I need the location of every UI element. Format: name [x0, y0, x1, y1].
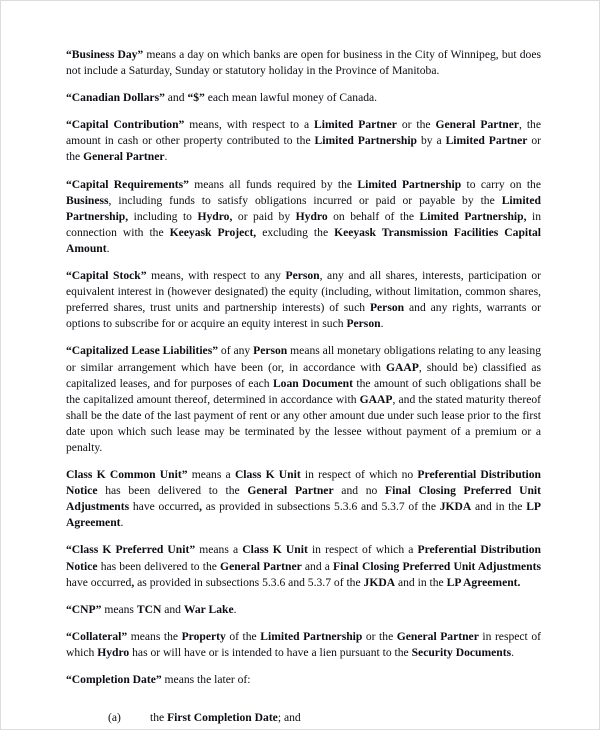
definition-paragraph-capital-contribution	[66, 117, 541, 165]
body-text: the	[150, 711, 168, 725]
body-text: each mean lawful money of Canada.	[204, 91, 378, 105]
body-text: of any	[218, 344, 254, 358]
body-text: and no	[333, 484, 386, 498]
body-text: , and the stated maturity thereof shall be the date of the last payment of rent or any other amount due under such lease prior to the first date upon which such lease may be terminated by the lessee without payment of a premium or a penalty.	[66, 392, 541, 454]
body-text: including to	[128, 209, 198, 223]
defined-term: Class K Common Unit”	[66, 468, 188, 482]
body-text: of the	[225, 629, 261, 643]
body-text: .	[380, 317, 384, 331]
body-text: means, with respect to any	[146, 269, 286, 283]
defined-term: “$”	[187, 91, 205, 105]
body-text: means all funds required by the	[188, 177, 358, 191]
body-text: ; and	[277, 711, 301, 725]
defined-term: Keeyask Project,	[169, 225, 257, 239]
defined-term: “Capital Stock”	[66, 269, 147, 283]
body-text: and in the	[395, 575, 447, 589]
defined-term: Hydro	[97, 645, 130, 659]
defined-term: Class K Unit	[234, 468, 301, 482]
body-text: .	[511, 645, 515, 659]
body-text: and any rights, warrants or options to subscribe for or acquire an equity interest in such	[66, 301, 541, 331]
body-text: on behalf of the	[327, 209, 420, 223]
defined-term: “CNP”	[66, 602, 102, 616]
body-text: and in the	[471, 500, 527, 514]
defined-term: Limited Partnership	[260, 629, 363, 643]
defined-term: General Partner	[220, 559, 302, 573]
defined-term: TCN	[136, 602, 162, 616]
defined-term: “Completion Date”	[66, 673, 162, 686]
defined-term: Person	[253, 344, 288, 358]
definition-paragraph-cnp	[66, 602, 541, 618]
body-text: in connection with the	[66, 209, 542, 239]
body-text: as provided in subsections 5.3.6 and 5.3.7 of the	[201, 500, 440, 514]
defined-term: Person	[285, 269, 320, 283]
defined-term: ,	[199, 500, 202, 514]
body-text: or paid by	[232, 209, 296, 223]
defined-term: First Completion Date	[167, 711, 278, 725]
body-text: and	[164, 91, 188, 105]
defined-term: “Class K Preferred Unit”	[66, 543, 196, 557]
defined-term: Preferential Distribution Notice	[66, 468, 541, 498]
defined-term: LP Agreement.	[446, 575, 521, 589]
defined-term: GAAP	[359, 392, 393, 406]
body-text: , should be) classified as capitalized leases, and for purposes of each	[66, 360, 542, 390]
body-text: the amount of such obligations shall be the capitalized amount thereof, determined in accordance with	[66, 376, 541, 406]
defined-term: Keeyask Transmission Facilities Capital Amount	[66, 225, 541, 255]
defined-term: Preferential Distribution Notice	[66, 543, 541, 573]
body-text: means the	[127, 629, 182, 643]
body-text: or the	[396, 118, 436, 132]
defined-term: “Collateral”	[66, 629, 128, 643]
defined-term: “Capital Contribution”	[66, 118, 185, 132]
definition-paragraph-capital-requirements	[66, 177, 541, 257]
body-text: means a	[195, 543, 243, 557]
body-text: means	[101, 602, 137, 616]
defined-term: JKDA	[363, 575, 396, 589]
body-text: has been delivered to the	[97, 484, 248, 498]
body-text: have occurred	[129, 500, 200, 514]
sub-clause-text	[150, 710, 541, 726]
body-text: means the later of:	[161, 673, 251, 686]
defined-term: Final Closing Preferred Unit Adjustments	[66, 484, 541, 514]
defined-term: JKDA	[439, 500, 472, 514]
sub-clause-completion-date-a	[66, 699, 541, 726]
body-text: , including funds to satisfy obligations incurred or paid or payable by the	[108, 193, 502, 207]
defined-term: Limited Partner	[445, 134, 528, 148]
body-text: has or will have or is intended to have a lien pursuant to the	[129, 645, 412, 659]
defined-term: General Partner	[435, 118, 519, 132]
defined-term: “Business Day”	[66, 48, 144, 61]
definition-paragraph-canadian-dollars	[66, 90, 541, 106]
defined-term: Limited Partnership	[357, 177, 462, 191]
definition-paragraph-collateral	[66, 629, 541, 661]
definition-paragraph-completion-date	[66, 672, 541, 688]
defined-term: Limited Partner	[314, 118, 397, 132]
defined-term: Class K Unit	[242, 543, 308, 557]
defined-term: General Partner	[247, 484, 334, 498]
definition-paragraph-capital-stock	[66, 268, 541, 332]
defined-term: General Partner	[83, 150, 165, 164]
sub-clause-label: (a)	[108, 711, 121, 725]
definition-paragraph-class-k-common-unit	[66, 467, 541, 531]
body-text: means, with respect to a	[184, 118, 315, 132]
body-text: means all monetary obligations relating to any leasing or similar arrangement which have been (or, in accordance with	[66, 344, 541, 374]
definition-paragraph-business-day	[66, 47, 541, 79]
defined-term: Person	[369, 301, 405, 315]
body-text: have occurred	[66, 575, 132, 589]
defined-term: Property	[181, 629, 226, 643]
body-text: in respect of which a	[307, 543, 418, 557]
defined-term: War Lake	[183, 602, 234, 616]
defined-term: Security Documents	[411, 645, 512, 659]
body-text: , any and all shares, interests, participation or equivalent interest in (however designated) the equity (including, without limitation, common shares, preferred shares, trust units and partnership interests) of such	[66, 269, 541, 315]
definition-paragraph-capitalized-lease-liabilities	[66, 343, 541, 456]
defined-term: Loan Document	[272, 376, 353, 390]
defined-term: GAAP	[385, 360, 419, 374]
defined-term: Hydro	[295, 209, 328, 223]
body-text: means a	[187, 468, 235, 482]
body-text: .	[164, 150, 168, 164]
defined-term: Business	[66, 193, 109, 207]
body-text: by a	[417, 134, 446, 148]
body-text: excluding the	[256, 225, 335, 239]
defined-term: ,	[131, 575, 135, 589]
defined-term: “Capitalized Lease Liabilities”	[66, 344, 219, 358]
body-text: or the	[362, 629, 397, 643]
defined-term: “Capital Requirements”	[66, 177, 189, 191]
body-text: .	[106, 241, 110, 255]
defined-term: Limited Partnership,	[66, 193, 541, 223]
body-text: .	[120, 516, 124, 530]
body-text: to carry on the	[461, 177, 541, 191]
body-text: in respect of which	[66, 629, 541, 659]
defined-term: Limited Partnership,	[419, 209, 527, 223]
body-text: and a	[301, 559, 334, 573]
body-text: and	[161, 602, 184, 616]
body-text: , the amount in cash or other property contributed to the	[66, 118, 541, 148]
defined-term: General Partner	[396, 629, 479, 643]
defined-term: Final Closing Preferred Unit Adjustments	[333, 559, 541, 573]
body-text: in respect of which no	[300, 468, 418, 482]
defined-term: “Canadian Dollars”	[66, 91, 165, 105]
body-text: or the	[66, 134, 542, 164]
body-text: as provided in subsections 5.3.6 and 5.3.7 of the	[134, 575, 364, 589]
defined-term: LP Agreement	[66, 500, 542, 530]
definition-paragraph-class-k-preferred-unit	[66, 542, 541, 590]
body-text: means a day on which banks are open for business in the City of Winnipeg, but does not include a Saturday, Sunday or statutory holiday in the Province of Manitoba.	[66, 48, 541, 78]
body-text: has been delivered to the	[97, 559, 221, 573]
document-body	[66, 47, 541, 726]
defined-term: Limited Partnership	[314, 134, 418, 148]
defined-term: Person	[346, 317, 381, 331]
body-text: .	[233, 602, 237, 616]
defined-term: Hydro,	[197, 209, 233, 223]
